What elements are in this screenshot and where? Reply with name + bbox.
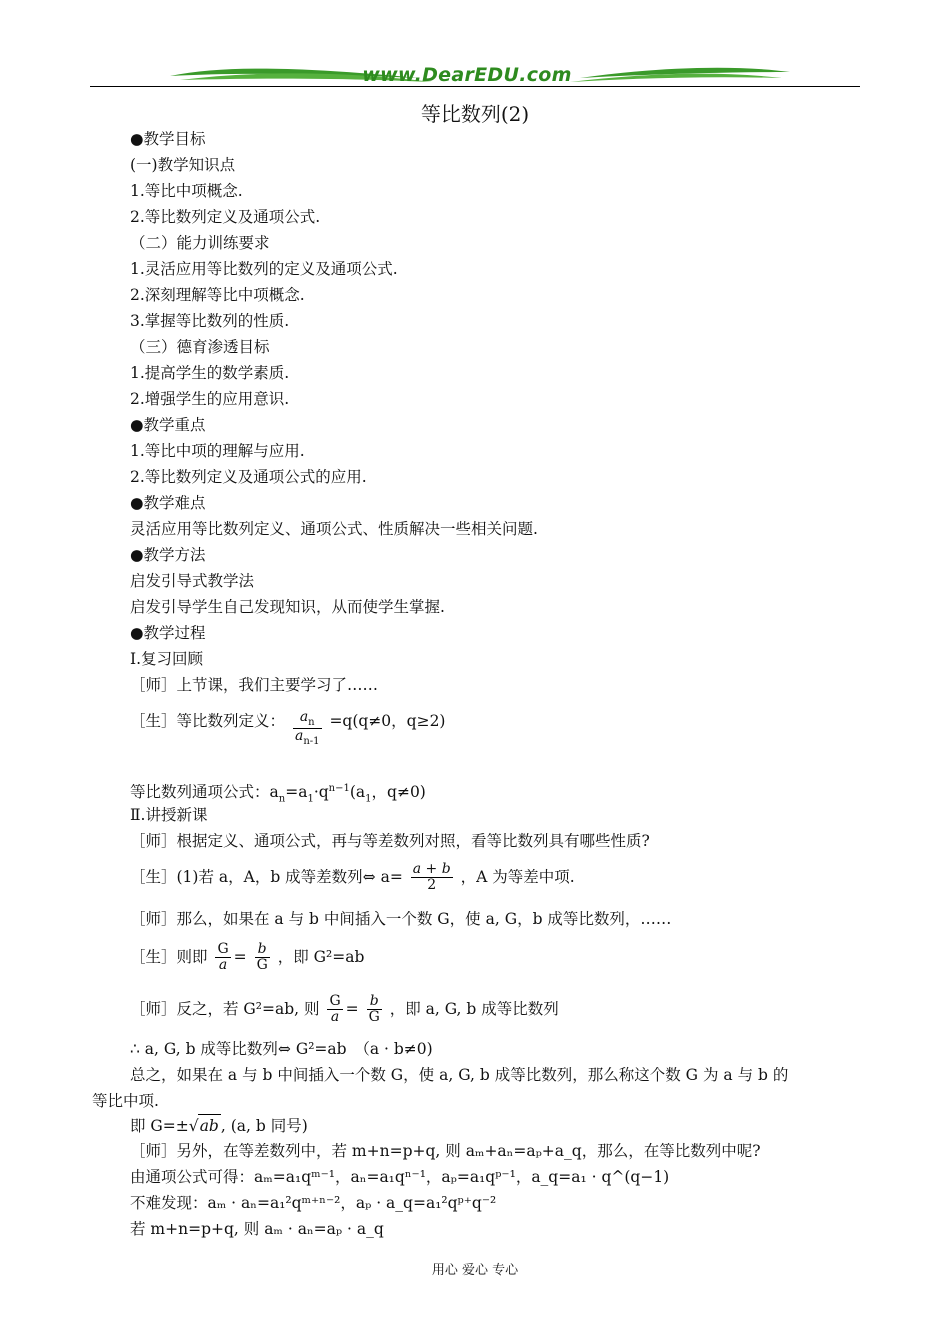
section-new-lesson: Ⅱ.讲授新课 bbox=[130, 806, 208, 824]
derivation-line-2: 不难发现：aₘ · aₙ=a₁²qᵐ⁺ⁿ⁻²，aₚ · a_q=a₁²qᵖ⁺q⁻² bbox=[130, 1194, 497, 1212]
arithmetic-mean-prefix: ［生］(1)若 a，A，b 成等差数列⇔ a= bbox=[130, 867, 403, 886]
key-points-heading: ●教学重点 bbox=[130, 416, 206, 434]
derivation-line-3: 若 m+n=p+q, 则 aₘ · aₙ=aₚ · a_q bbox=[130, 1220, 384, 1238]
converse-suffix: ，即 a, G, b 成等比数列 bbox=[389, 999, 559, 1018]
difficulty-heading: ●教学难点 bbox=[130, 494, 206, 512]
general-term-b: =a bbox=[285, 783, 308, 802]
general-term-e: ，q≠0) bbox=[371, 783, 426, 802]
knowledge-heading: (一)教学知识点 bbox=[130, 156, 236, 174]
ratio-fraction bbox=[293, 710, 322, 747]
section-review: Ⅰ.复习回顾 bbox=[130, 650, 204, 668]
summary-line-1: 总之，如果在 a 与 b 中间插入一个数 G，使 a, G, b 成等比数列，那么称这个数 G 为 a 与 b 的 bbox=[130, 1066, 789, 1084]
fraction-g-over-a-num: G bbox=[217, 941, 229, 957]
geometric-mean-line: ［生］则即 $\frac{G}{a}$ = $\frac{b}{G}$ ，即 G²=ab bbox=[130, 941, 365, 974]
objectives-heading: ●教学目标 bbox=[130, 130, 206, 148]
page-header bbox=[90, 62, 860, 96]
dialogue-line-1: ［师］上节课，我们主要学习了…… bbox=[130, 676, 379, 694]
arithmetic-mean-suffix: ，A 为等差中项. bbox=[460, 867, 575, 886]
converse-fraction-2-num: b bbox=[369, 993, 379, 1009]
definition-line bbox=[130, 710, 445, 747]
ratio-denominator-sub: n-1 bbox=[303, 735, 320, 747]
fraction-g-over-a bbox=[215, 942, 230, 974]
fraction-b-over-g bbox=[255, 942, 270, 974]
ability-heading: （二）能力训练要求 bbox=[130, 234, 270, 252]
ability-item-3: 3.掌握等比数列的性质. bbox=[130, 312, 290, 330]
converse-line: ［师］反之，若 G²=ab, 则 $\frac{G}{a}$ = $\frac{b}{G}$ ，即 a, G, b 成等比数列 bbox=[130, 993, 559, 1026]
page-footer: 用心 爱心 专心 bbox=[431, 1263, 519, 1278]
dialogue-line-13: ［师］另外，在等差数列中，若 m+n=p+q, 则 aₘ+aₙ=aₚ+a_q，那么，在等比数列中呢? bbox=[130, 1142, 761, 1160]
summary-line-2: 等比中项. bbox=[92, 1092, 159, 1110]
converse-prefix: ［师］反之，若 G²=ab, 则 bbox=[130, 999, 320, 1018]
ratio-denominator: a bbox=[294, 728, 304, 744]
arithmetic-mean-numerator: a + b bbox=[412, 861, 451, 877]
gm-formula-radicand: ab bbox=[198, 1114, 221, 1137]
fraction-b-over-g-den: G bbox=[256, 957, 268, 974]
method-item-2: 启发引导学生自己发现知识，从而使学生掌握. bbox=[130, 598, 445, 616]
definition-prefix: ［生］等比数列定义： bbox=[130, 712, 286, 730]
converse-fraction-1-num: G bbox=[329, 993, 341, 1009]
geometric-mean-formula: 即 G=±√ab , (a, b 同号) bbox=[130, 1114, 308, 1137]
process-heading: ●教学过程 bbox=[130, 624, 206, 642]
moral-item-2: 2.增强学生的应用意识. bbox=[130, 390, 290, 408]
fraction-g-over-a-den: a bbox=[218, 957, 228, 974]
arithmetic-mean-denominator: 2 bbox=[427, 877, 437, 894]
general-term-a: 等比数列通项公式：a bbox=[130, 783, 279, 802]
geometric-mean-prefix: ［生］则即 bbox=[130, 947, 208, 966]
ratio-numerator: a bbox=[299, 709, 309, 726]
converse-fraction-2-den: G bbox=[368, 1009, 380, 1026]
ability-item-2: 2.深刻理解等比中项概念. bbox=[130, 286, 305, 304]
converse-fraction-1 bbox=[327, 994, 342, 1026]
geometric-mean-suffix: ，即 G²=ab bbox=[277, 947, 365, 966]
gm-formula-suffix: , (a, b 同号) bbox=[220, 1117, 308, 1135]
arithmetic-mean-line bbox=[130, 862, 575, 894]
derivation-line-1: 由通项公式可得：aₘ=a₁qᵐ⁻¹，aₙ=a₁qⁿ⁻¹，aₚ=a₁qᵖ⁻¹，a_q=a₁ · q^(q−1) bbox=[130, 1168, 670, 1186]
page-title: 等比数列(2) bbox=[420, 102, 530, 126]
converse-fraction-1-den: a bbox=[330, 1009, 340, 1026]
header-rule bbox=[90, 86, 860, 87]
knowledge-item-1: 1.等比中项概念. bbox=[130, 182, 243, 200]
ratio-numerator-sub: n bbox=[308, 717, 315, 728]
ability-item-1: 1.灵活应用等比数列的定义及通项公式. bbox=[130, 260, 398, 278]
fraction-b-over-g-num: b bbox=[257, 941, 267, 957]
method-heading: ●教学方法 bbox=[130, 546, 206, 564]
arithmetic-mean-fraction bbox=[411, 862, 453, 894]
general-term-d: (a bbox=[349, 783, 366, 802]
general-term-c: ·q bbox=[313, 783, 329, 802]
knowledge-item-2: 2.等比数列定义及通项公式. bbox=[130, 208, 321, 226]
general-term-line: 等比数列通项公式：$a_n=a_1\cdot q^{n-1}(a_1$，q≠0) bbox=[130, 783, 426, 805]
dialogue-line-6: ［师］那么，如果在 a 与 b 中间插入一个数 G，使 a, G，b 成等比数列，…… bbox=[130, 910, 672, 928]
definition-suffix: =q(q≠0，q≥2) bbox=[329, 712, 446, 730]
moral-heading: （三）德育渗透目标 bbox=[130, 338, 270, 356]
therefore-line: ∴ a, G, b 成等比数列⇔ G²=ab （a · b≠0) bbox=[130, 1040, 433, 1058]
moral-item-1: 1.提高学生的数学素质. bbox=[130, 364, 290, 382]
method-item-1: 启发引导式教学法 bbox=[130, 572, 255, 590]
dialogue-line-4: ［师］根据定义、通项公式，再与等差数列对照，看等比数列具有哪些性质? bbox=[130, 832, 650, 850]
converse-fraction-2 bbox=[367, 994, 382, 1026]
difficulty-text: 灵活应用等比数列定义、通项公式、性质解决一些相关问题. bbox=[130, 520, 538, 538]
key-point-2: 2.等比数列定义及通项公式的应用. bbox=[130, 468, 367, 486]
site-logo-text: www.DearEDU.com bbox=[362, 64, 572, 86]
key-point-1: 1.等比中项的理解与应用. bbox=[130, 442, 305, 460]
gm-formula-prefix: 即 G=± bbox=[130, 1117, 189, 1135]
